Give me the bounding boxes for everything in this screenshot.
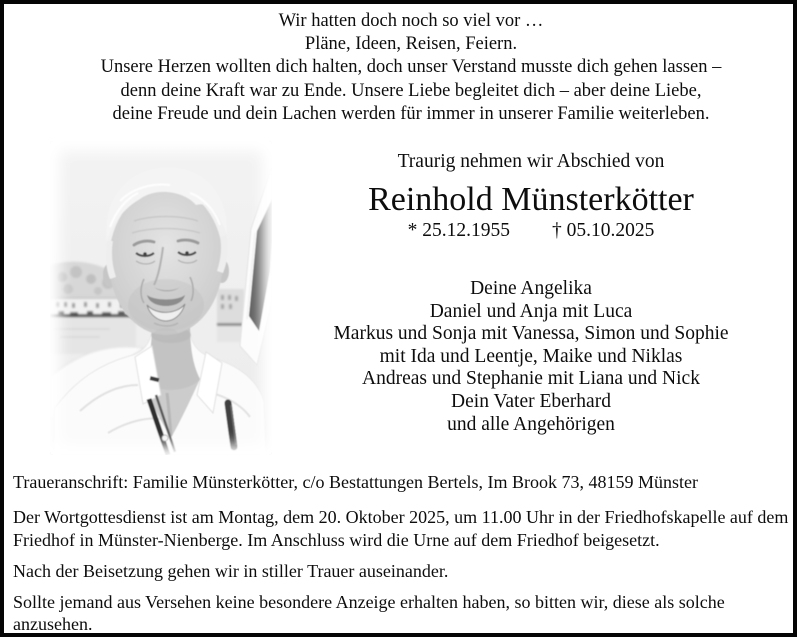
- death-date: † 05.10.2025: [552, 220, 655, 241]
- opening-verse: [22, 10, 800, 126]
- service-paragraph: Der Wortgottesdienst ist am Montag, dem 20. Oktober 2025, um 11.00 Uhr in der Friedhofskapelle auf dem Friedhof in Münster-Nienberge. Im Anschluss wird die Urne auf dem Friedhof beigesetzt.: [13, 507, 789, 550]
- portrait-photo-graphic: [50, 141, 272, 455]
- announcement-intro: Traurig nehmen wir Abschied von: [397, 151, 665, 172]
- notice-paragraph: Sollte jemand aus Versehen keine besondere Anzeige erhalten haben, so bitten wir, diese als solche anzusehen.: [13, 592, 725, 634]
- mourner-line: Daniel und Anja mit Luca: [429, 300, 633, 322]
- announcement: [281, 150, 781, 243]
- birth-date: * 25.12.1955: [407, 220, 510, 241]
- mourner-line: Markus und Sonja mit Vanessa, Simon und Sophie: [333, 323, 729, 345]
- mourner-line: und alle Angehörigen: [447, 413, 615, 435]
- verse-line: deine Freude und dein Lachen werden für immer in unserer Familie weiterleben.: [112, 103, 710, 124]
- deceased-name: Reinhold Münsterkötter: [368, 181, 694, 218]
- verse-line: denn deine Kraft war zu Ende. Unsere Liebe begleitet dich – aber deine Liebe,: [120, 80, 702, 101]
- life-dates: [281, 219, 781, 243]
- verse-line: Wir hatten doch noch so viel vor …: [278, 11, 544, 31]
- verse-line: Unsere Herzen wollten dich halten, doch unser Verstand musste dich gehen lassen –: [100, 57, 722, 78]
- portrait-photo: [50, 141, 272, 455]
- mourners-list: [281, 278, 781, 436]
- mourner-line: Dein Vater Eberhard: [451, 390, 611, 412]
- address-paragraph: Traueranschrift: Familie Münsterkötter, c/o Bestattungen Bertels, Im Brook 73, 48159 Münster: [13, 472, 699, 492]
- mourner-line: Andreas und Stephanie mit Liana und Nick: [362, 368, 700, 390]
- verse-line: Pläne, Ideen, Reisen, Feiern.: [304, 34, 518, 55]
- mourner-line: Deine Angelika: [470, 278, 592, 299]
- mourner-line: mit Ida und Leentje, Maike und Niklas: [379, 345, 683, 367]
- farewell-paragraph: Nach der Beisetzung gehen wir in stiller Trauer auseinander.: [13, 561, 449, 581]
